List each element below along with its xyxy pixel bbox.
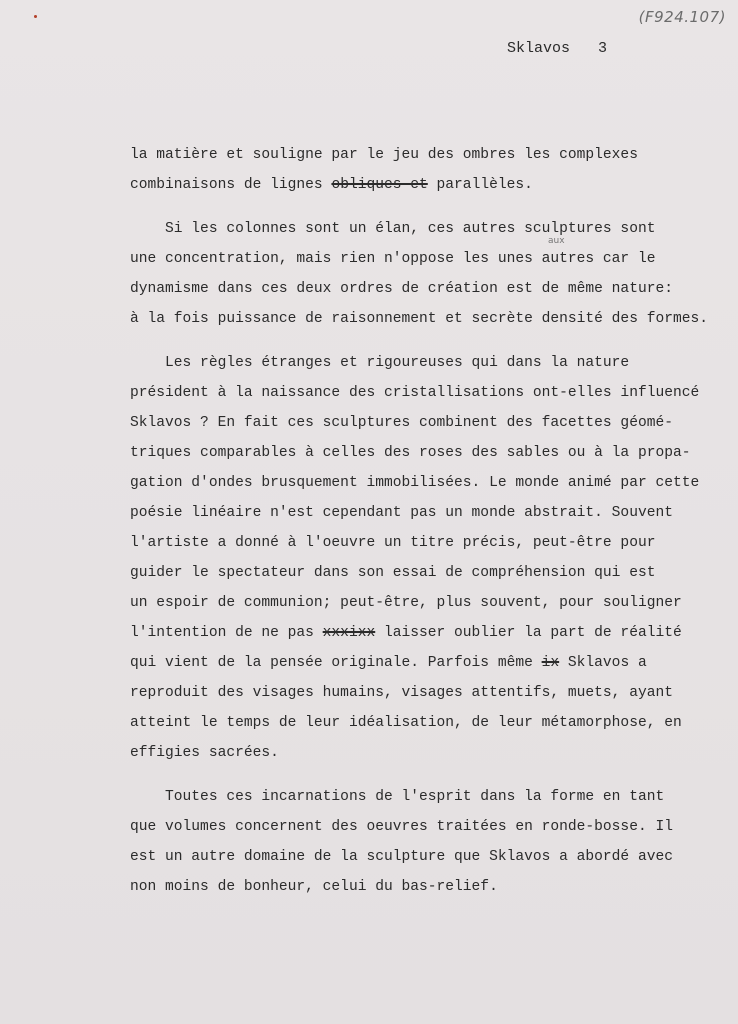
ink-fleck: [34, 15, 37, 18]
text-line: dynamisme dans ces deux ordres de création est de même nature:: [130, 281, 673, 297]
text-line: président à la naissance des cristallisations ont-elles influencé: [130, 385, 700, 401]
text-line: effigies sacrées.: [130, 745, 279, 761]
archive-reference-note: (F924.107): [638, 8, 726, 26]
text-line: gation d'ondes brusquement immobilisées. Le monde animé par cette: [130, 475, 700, 491]
typed-text-body: [130, 140, 725, 902]
text-line: Toutes ces incarnations de l'esprit dans la forme en tant: [130, 789, 665, 805]
paragraph: [130, 348, 725, 768]
page-header: [0, 40, 738, 60]
text-line: poésie linéaire n'est cependant pas un monde abstrait. Souvent: [130, 505, 673, 521]
text-line: triques comparables à celles des roses des sables ou à la propa-: [130, 445, 691, 461]
text-line: est un autre domaine de la sculpture que Sklavos a abordé avec: [130, 849, 673, 865]
text-line: à la fois puissance de raisonnement et secrète densité des formes.: [130, 311, 709, 327]
text-line: une concentration, mais rien n'oppose les unes autres car le: [130, 251, 656, 267]
paragraph: [130, 214, 725, 334]
paragraph: [130, 140, 725, 200]
text-line: Si les colonnes sont un élan, ces autres sculptures sont: [130, 221, 656, 237]
text-line: combinaisons de lignes obliques et parallèles.: [130, 177, 533, 193]
struck-out-text: ix: [541, 655, 560, 671]
struck-out-text: obliques et: [331, 177, 428, 193]
header-author-name: Sklavos: [507, 40, 571, 57]
handwritten-insertion: aux: [548, 236, 565, 246]
paragraph: [130, 782, 725, 902]
text-line: guider le spectateur dans son essai de compréhension qui est: [130, 565, 656, 581]
text-line: atteint le temps de leur idéalisation, de leur métamorphose, en: [130, 715, 682, 731]
text-line: non moins de bonheur, celui du bas-relief.: [130, 879, 498, 895]
text-line: Les règles étranges et rigoureuses qui dans la nature: [130, 355, 630, 371]
text-line: qui vient de la pensée originale. Parfois même ix Sklavos a: [130, 655, 647, 671]
page-number: 3: [598, 40, 608, 57]
text-line: que volumes concernent des oeuvres traitées en ronde-bosse. Il: [130, 819, 673, 835]
text-line: Sklavos ? En fait ces sculptures combinent des facettes géomé-: [130, 415, 673, 431]
text-line: la matière et souligne par le jeu des ombres les complexes: [130, 147, 638, 163]
text-line: l'artiste a donné à l'oeuvre un titre précis, peut-être pour: [130, 535, 656, 551]
struck-out-text: xxxixx: [322, 625, 376, 641]
text-line: l'intention de ne pas xxxixx laisser oublier la part de réalité: [130, 625, 682, 641]
text-line: reproduit des visages humains, visages attentifs, muets, ayant: [130, 685, 673, 701]
text-line: un espoir de communion; peut-être, plus souvent, pour souligner: [130, 595, 682, 611]
